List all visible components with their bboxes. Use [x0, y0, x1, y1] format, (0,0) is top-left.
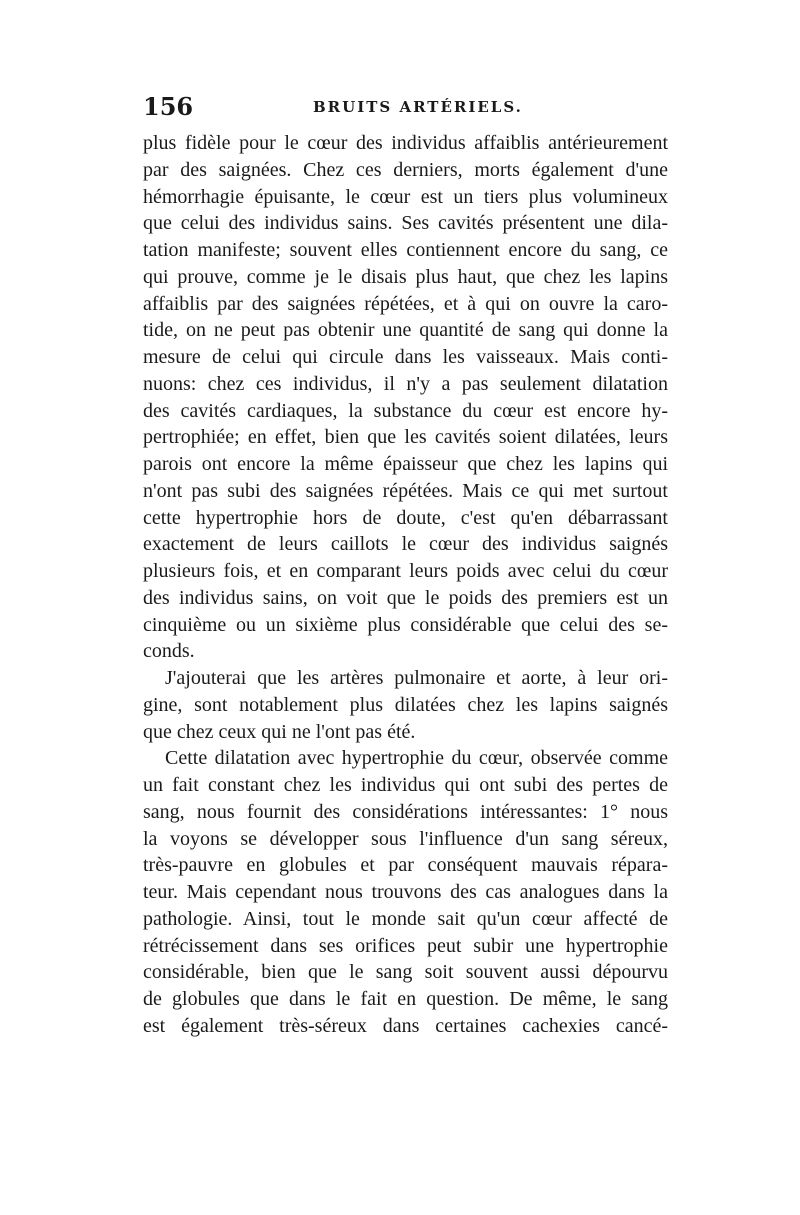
- text-line: affaiblis par des saignées répétées, et à qui on ouvre la caro-: [143, 292, 668, 315]
- text-line: sang, nous fournit des considérations intéressantes: 1° nous: [143, 800, 668, 823]
- text-line: plus fidèle pour le cœur des individus affaiblis antérieurement: [143, 132, 668, 154]
- text-line: cinquième ou un sixième plus considérable que celui des se-: [143, 613, 668, 636]
- page-header: [143, 92, 668, 126]
- text-line: conds.: [143, 640, 195, 663]
- text-line: plusieurs fois, et en comparant leurs poids avec celui du cœur: [143, 560, 668, 582]
- text-line: n'ont pas subi des saignées répétées. Mais ce qui met surtout: [143, 479, 668, 502]
- text-line: teur. Mais cependant nous trouvons des cas analogues dans la: [143, 881, 668, 903]
- text-line: pathologie. Ainsi, tout le monde sait qu'un cœur affecté de: [143, 907, 668, 930]
- text-line: exactement de leurs caillots le cœur des individus saignés: [143, 533, 668, 556]
- text-line: très-pauvre en globules et par conséquent mauvais répara-: [143, 854, 668, 877]
- text-line: J'ajouterai que les artères pulmonaire et aorte, à leur ori-: [165, 667, 668, 689]
- text-line: que chez ceux qui ne l'ont pas été.: [143, 720, 416, 743]
- page-number: 156: [143, 92, 194, 121]
- text-line: gine, sont notablement plus dilatées chez les lapins saignés: [143, 693, 668, 716]
- text-line: qui prouve, comme je le disais plus haut, que chez les lapins: [143, 265, 668, 288]
- text-line: Cette dilatation avec hypertrophie du cœur, observée comme: [165, 747, 668, 770]
- text-line: est également très-séreux dans certaines cachexies cancé-: [143, 1014, 668, 1037]
- text-line: de globules que dans le fait en question. De même, le sang: [143, 988, 668, 1010]
- text-line: cette hypertrophie hors de doute, c'est qu'en débarrassant: [143, 506, 668, 529]
- body-text: [143, 130, 668, 1040]
- text-line: par des saignées. Chez ces derniers, morts également d'une: [143, 158, 668, 181]
- text-line: hémorrhagie épuisante, le cœur est un tiers plus volumineux: [143, 185, 668, 208]
- text-line: nuons: chez ces individus, il n'y a pas seulement dilatation: [143, 372, 668, 395]
- text-line: pertrophiée; en effet, bien que les cavités soient dilatées, leurs: [143, 426, 668, 449]
- text-line: considérable, bien que le sang soit souvent aussi dépourvu: [143, 961, 668, 984]
- text-line: tation manifeste; souvent elles contiennent encore du sang, ce: [143, 239, 668, 261]
- text-line: des individus sains, on voit que le poids des premiers est un: [143, 586, 668, 609]
- text-line: que celui des individus sains. Ses cavités présentent une dila-: [143, 212, 668, 235]
- text-line: un fait constant chez les individus qui ont subi des pertes de: [143, 774, 668, 796]
- text-line: la voyons se développer sous l'influence d'un sang séreux,: [143, 827, 668, 850]
- text-line: mesure de celui qui circule dans les vaisseaux. Mais conti-: [143, 346, 668, 368]
- text-line: parois ont encore la même épaisseur que chez les lapins qui: [143, 453, 668, 475]
- text-line: rétrécissement dans ses orifices peut subir une hypertrophie: [143, 934, 668, 957]
- text-line: des cavités cardiaques, la substance du cœur est encore hy-: [143, 399, 668, 422]
- text-line: tide, on ne peut pas obtenir une quantité de sang qui donne la: [143, 319, 668, 342]
- running-title: BRUITS ARTÉRIELS.: [313, 98, 523, 116]
